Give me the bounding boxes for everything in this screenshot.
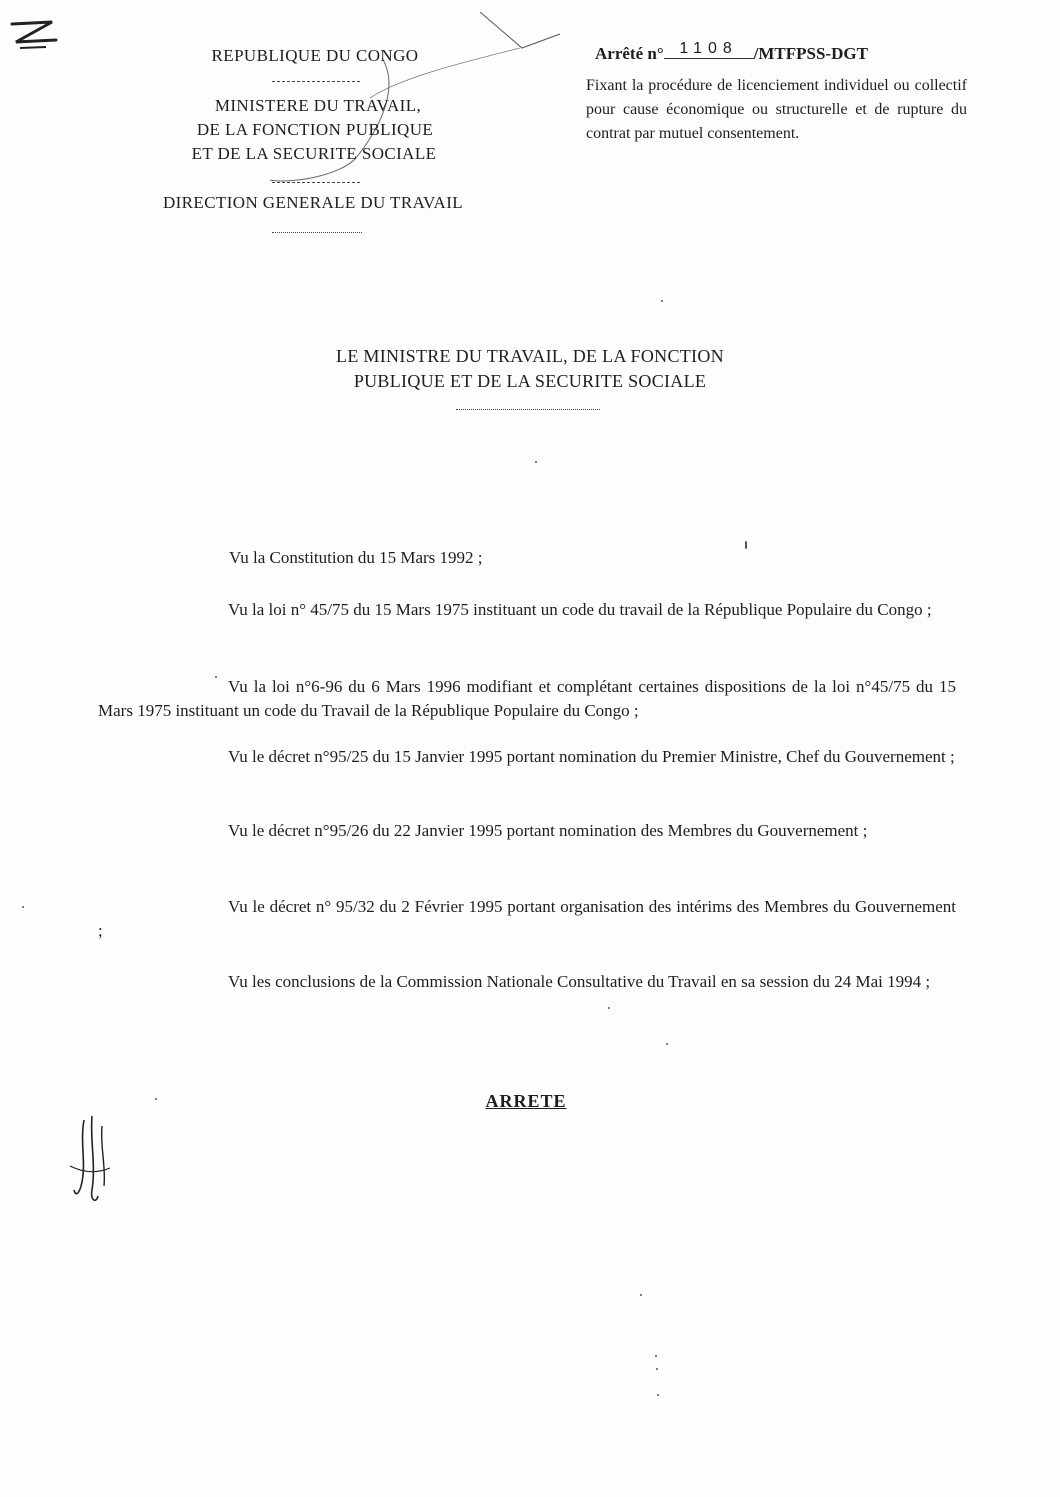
scan-speck xyxy=(535,461,537,463)
header-divider xyxy=(272,232,362,233)
scan-speck xyxy=(666,1043,668,1045)
visa-paragraph: Vu le décret n°95/26 du 22 Janvier 1995 portant nomination des Membres du Gouvernement ; xyxy=(228,821,868,840)
scan-speck xyxy=(657,1394,659,1396)
decree-suffix: /MTFPSS-DGT xyxy=(753,44,868,63)
scan-speck xyxy=(745,541,747,549)
minister-title-line1: LE MINISTRE DU TRAVAIL, DE LA FONCTION xyxy=(336,346,724,366)
visa-paragraph: Vu les conclusions de la Commission Nationale Consultative du Travail en sa session du 24 Mai 1994 ; xyxy=(228,972,931,991)
scan-speck xyxy=(655,1355,657,1357)
decision-heading: ARRETE xyxy=(485,1091,567,1111)
scan-speck xyxy=(215,676,217,678)
minister-title-line2: PUBLIQUE ET DE LA SECURITE SOCIALE xyxy=(353,371,707,391)
decree-object: Fixant la procédure de licenciement individuel ou collectif pour cause économique ou structurelle et de rupture du contrat par mutuel consentement. xyxy=(586,77,967,142)
decree-number: 1108 xyxy=(664,40,754,59)
scan-speck xyxy=(656,1368,658,1370)
header-ministry-line2: DE LA FONCTION PUBLIQUE xyxy=(196,120,434,139)
visa-paragraph: Vu la loi n°6-96 du 6 Mars 1996 modifiant et complétant certaines dispositions de la loi n°45/75 du 15 Mars 1975 instituant un code du Travail de la République Populaire du Congo ; xyxy=(98,677,956,720)
scan-speck xyxy=(608,1007,610,1009)
margin-initials-mark xyxy=(62,1112,122,1212)
visa-paragraph: Vu la Constitution du 15 Mars 1992 ; xyxy=(229,548,483,567)
decree-prefix: Arrêté n° xyxy=(595,44,664,63)
header-direction: DIRECTION GENERALE DU TRAVAIL xyxy=(162,193,464,212)
visa-paragraph: Vu la loi n° 45/75 du 15 Mars 1975 instituant un code du travail de la République Populaire du Congo ; xyxy=(228,600,932,619)
header-country: REPUBLIQUE DU CONGO xyxy=(211,46,419,65)
decree-reference xyxy=(595,40,868,65)
scan-speck xyxy=(640,1294,642,1296)
header-ministry-line1: MINISTERE DU TRAVAIL, xyxy=(214,96,422,115)
scan-speck xyxy=(22,906,24,908)
scan-speck xyxy=(661,300,663,302)
header-ministry-line3: ET DE LA SECURITE SOCIALE xyxy=(191,144,437,163)
header-divider xyxy=(272,81,360,82)
scan-speck xyxy=(155,1098,157,1100)
corner-handwritten-mark xyxy=(6,14,66,54)
title-divider xyxy=(456,409,600,410)
visa-paragraph: Vu le décret n°95/25 du 15 Janvier 1995 portant nomination du Premier Ministre, Chef du Gouvernement ; xyxy=(228,747,955,766)
header-divider xyxy=(272,182,360,183)
visa-paragraph: Vu le décret n° 95/32 du 2 Février 1995 portant organisation des intérims des Membres du Gouvernement ; xyxy=(98,897,956,940)
